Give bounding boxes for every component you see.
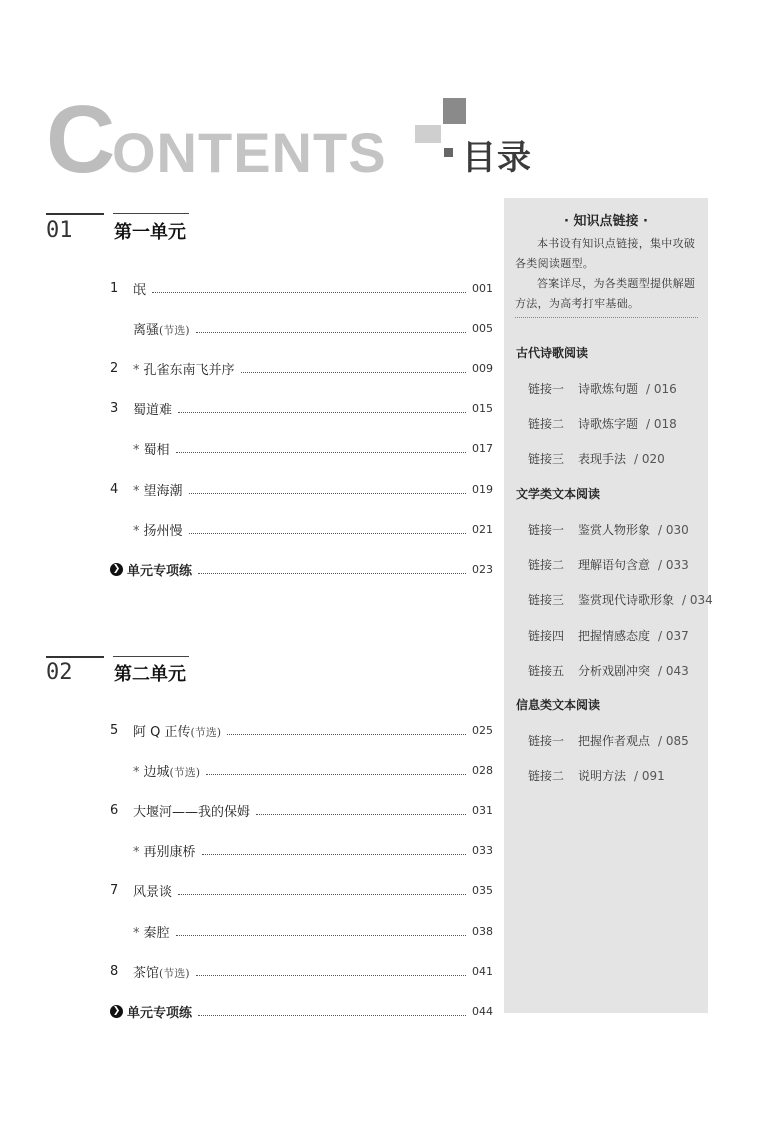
knowledge-link-item[interactable] xyxy=(528,591,713,608)
link-text: 说明方法 xyxy=(578,769,627,784)
dot-leader xyxy=(176,452,466,453)
dot-leader xyxy=(206,774,466,775)
link-label: 链接五 xyxy=(528,663,565,678)
entry-page-number: 031 xyxy=(472,803,493,817)
entry-title: 孔雀东南飞并序 xyxy=(143,362,235,378)
link-label: 链接一 xyxy=(528,523,565,537)
panel-section-heading: 文学类文本阅读 xyxy=(516,487,601,501)
arrow-circle-icon: ❯ xyxy=(110,1005,123,1018)
entry-title-group xyxy=(133,399,172,418)
link-page-number: / 016 xyxy=(646,382,677,396)
optional-star-icon: * xyxy=(133,845,140,861)
toc-entry[interactable] xyxy=(110,881,492,901)
entry-note: (节选) xyxy=(169,765,201,779)
entry-title: 单元专项练 xyxy=(127,1005,193,1021)
entry-page-number: 023 xyxy=(472,562,493,576)
entry-title: 单元专项练 xyxy=(127,563,193,579)
unit-number: 02 xyxy=(46,660,73,685)
entry-title-group xyxy=(133,881,172,900)
link-page-number: / 018 xyxy=(646,417,677,432)
dot-leader xyxy=(189,493,466,494)
entry-title: 蜀相 xyxy=(143,443,170,459)
entry-title-group xyxy=(133,439,170,458)
contents-big-letter: C xyxy=(46,86,114,193)
link-text: 分析戏剧冲突 xyxy=(578,663,651,678)
link-text: 理解语句含意 xyxy=(578,558,651,573)
entry-page-number: 038 xyxy=(472,924,493,938)
arrow-circle-icon: ❯ xyxy=(110,563,123,576)
toc-entry[interactable] xyxy=(110,961,492,981)
entry-number: 2 xyxy=(110,360,119,376)
optional-star-icon: * xyxy=(133,764,140,780)
entry-title: 氓 xyxy=(133,282,147,298)
toc-entry[interactable] xyxy=(110,841,492,861)
entry-title: 阿 Q 正传 xyxy=(133,724,191,740)
entry-page-number: 001 xyxy=(472,281,493,295)
entry-note: (节选) xyxy=(159,966,190,980)
entry-page-number: 021 xyxy=(472,522,493,536)
toc-entry[interactable] xyxy=(110,278,492,298)
knowledge-links-panel xyxy=(504,198,713,1013)
knowledge-link-item[interactable] xyxy=(528,380,677,397)
entry-title-group xyxy=(133,279,146,298)
link-label: 链接二 xyxy=(528,558,565,573)
entry-number: 6 xyxy=(110,802,119,818)
unit-divider xyxy=(46,656,104,658)
entry-title: 边城 xyxy=(143,764,170,780)
link-label: 链接四 xyxy=(528,628,565,643)
entry-page-number: 005 xyxy=(472,321,493,335)
link-page-number: / 043 xyxy=(658,663,689,678)
entry-title: 望海潮 xyxy=(143,483,183,499)
optional-star-icon: * xyxy=(133,925,140,941)
optional-star-icon: * xyxy=(133,483,140,499)
dot-leader xyxy=(198,1015,466,1016)
entry-title: 再别康桥 xyxy=(143,845,196,861)
knowledge-link-item[interactable] xyxy=(528,415,677,432)
entry-title-group xyxy=(133,480,183,499)
knowledge-link-item[interactable] xyxy=(528,627,689,644)
dot-leader xyxy=(178,412,466,413)
panel-title: · 知识点链接 · xyxy=(564,214,648,229)
entry-title: 风景谈 xyxy=(133,885,173,901)
link-page-number: / 091 xyxy=(634,769,665,784)
entry-title-group xyxy=(133,319,190,338)
dot-leader xyxy=(176,935,466,936)
decor-square-small xyxy=(444,148,453,157)
dot-leader xyxy=(227,734,466,735)
entry-number: 8 xyxy=(110,963,119,979)
link-label: 链接三 xyxy=(528,452,565,467)
link-page-number: / 033 xyxy=(658,558,689,573)
optional-star-icon: * xyxy=(133,523,140,539)
toc-entry[interactable] xyxy=(110,921,492,941)
entry-title: 茶馆 xyxy=(133,965,160,981)
dot-leader xyxy=(178,894,466,895)
entry-number: 1 xyxy=(110,280,119,296)
knowledge-link-item[interactable] xyxy=(528,450,665,467)
dot-leader xyxy=(202,854,466,855)
link-page-number: / 085 xyxy=(658,734,689,748)
dot-leader xyxy=(189,533,466,534)
entry-number: 4 xyxy=(110,481,119,497)
entry-page-number: 028 xyxy=(472,763,493,777)
unit-number: 01 xyxy=(46,218,73,243)
entry-title-group xyxy=(133,359,235,378)
toc-entry[interactable] xyxy=(110,720,492,740)
toc-entry[interactable] xyxy=(110,358,492,378)
unit-title: 第一单元 xyxy=(114,222,186,243)
entry-page-number: 035 xyxy=(472,884,493,898)
toc-entry[interactable] xyxy=(110,800,492,820)
entry-number: 7 xyxy=(110,883,119,899)
entry-title: 大堰河——我的保姆 xyxy=(133,804,251,820)
panel-section-heading: 古代诗歌阅读 xyxy=(516,346,589,360)
decor-square-dark xyxy=(443,98,466,124)
toc-entry[interactable] xyxy=(110,760,492,780)
entry-number: 5 xyxy=(110,722,119,738)
toc-entry-unit-practice[interactable] xyxy=(110,1001,492,1021)
link-label: 链接一 xyxy=(528,382,565,396)
knowledge-link-item[interactable] xyxy=(528,662,689,679)
toc-entry[interactable] xyxy=(110,399,492,419)
dot-leader xyxy=(196,975,466,976)
entry-title: 秦腔 xyxy=(143,925,170,941)
knowledge-link-item[interactable] xyxy=(528,732,689,749)
link-text: 鉴赏现代诗歌形象 xyxy=(578,593,675,608)
entry-page-number: 015 xyxy=(472,402,493,416)
link-text: 诗歌炼字题 xyxy=(578,417,639,432)
entry-page-number: 033 xyxy=(472,844,493,858)
dot-leader xyxy=(152,292,466,293)
entry-title-group xyxy=(133,520,183,539)
dot-leader xyxy=(256,814,466,815)
entry-page-number: 044 xyxy=(472,1004,493,1018)
entry-page-number: 025 xyxy=(472,723,493,737)
dot-leader xyxy=(241,372,466,373)
page-title: 目录 xyxy=(462,138,532,178)
link-text: 诗歌炼句题 xyxy=(578,382,639,396)
entry-page-number: 017 xyxy=(472,442,493,456)
link-page-number: / 020 xyxy=(634,452,665,467)
toc-entry-unit-practice[interactable] xyxy=(110,559,492,579)
entry-title-group xyxy=(133,801,250,820)
link-label: 链接二 xyxy=(528,769,565,784)
entry-page-number: 041 xyxy=(472,964,493,978)
link-page-number: / 034 xyxy=(682,593,713,608)
entry-title-group xyxy=(133,761,200,780)
entry-note: (节选) xyxy=(159,323,190,337)
entry-title-group xyxy=(133,841,196,860)
panel-intro-1: 本书设有知识点链接，集中攻破各类阅读题型。 xyxy=(515,237,696,270)
knowledge-link-item[interactable] xyxy=(528,521,689,538)
link-label: 链接一 xyxy=(528,734,565,748)
link-page-number: / 037 xyxy=(658,628,689,643)
entry-note: (节选) xyxy=(190,725,222,739)
unit-overline xyxy=(113,656,189,657)
optional-star-icon: * xyxy=(133,362,140,378)
link-label: 链接二 xyxy=(528,417,565,432)
link-text: 鉴赏人物形象 xyxy=(578,523,651,537)
entry-title-group xyxy=(133,721,221,740)
unit-title: 第二单元 xyxy=(114,664,186,685)
link-label: 链接三 xyxy=(528,593,565,608)
panel-divider xyxy=(515,317,698,318)
dot-leader xyxy=(196,332,466,333)
panel-intro-2: 答案详尽，为各类题型提供解题方法，为高考打牢基础。 xyxy=(515,277,696,310)
unit-divider xyxy=(46,213,104,215)
knowledge-link-item[interactable] xyxy=(528,767,665,784)
dot-leader xyxy=(198,573,466,574)
entry-title: 扬州慢 xyxy=(143,523,183,539)
panel-section-heading: 信息类文本阅读 xyxy=(516,698,601,712)
decor-square-light xyxy=(415,125,441,143)
unit-overline xyxy=(113,213,189,214)
toc-entry[interactable] xyxy=(110,479,492,499)
link-page-number: / 030 xyxy=(658,523,689,537)
toc-entry[interactable] xyxy=(110,519,492,539)
toc-entry[interactable] xyxy=(110,439,492,459)
link-text: 把握情感态度 xyxy=(578,628,651,643)
contents-rest-letters: ONTENTS xyxy=(112,121,387,184)
link-text: 把握作者观点 xyxy=(578,734,651,748)
toc-entry[interactable] xyxy=(110,318,492,338)
entry-number: 3 xyxy=(110,401,119,417)
optional-star-icon: * xyxy=(133,443,140,459)
entry-page-number: 009 xyxy=(472,361,493,375)
entry-page-number: 019 xyxy=(472,482,493,496)
link-text: 表现手法 xyxy=(578,452,627,467)
entry-title: 蜀道难 xyxy=(133,403,173,419)
entry-title: 离骚 xyxy=(133,322,160,338)
entry-title-group xyxy=(133,922,170,941)
knowledge-link-item[interactable] xyxy=(528,556,689,573)
entry-title-group xyxy=(133,962,190,981)
